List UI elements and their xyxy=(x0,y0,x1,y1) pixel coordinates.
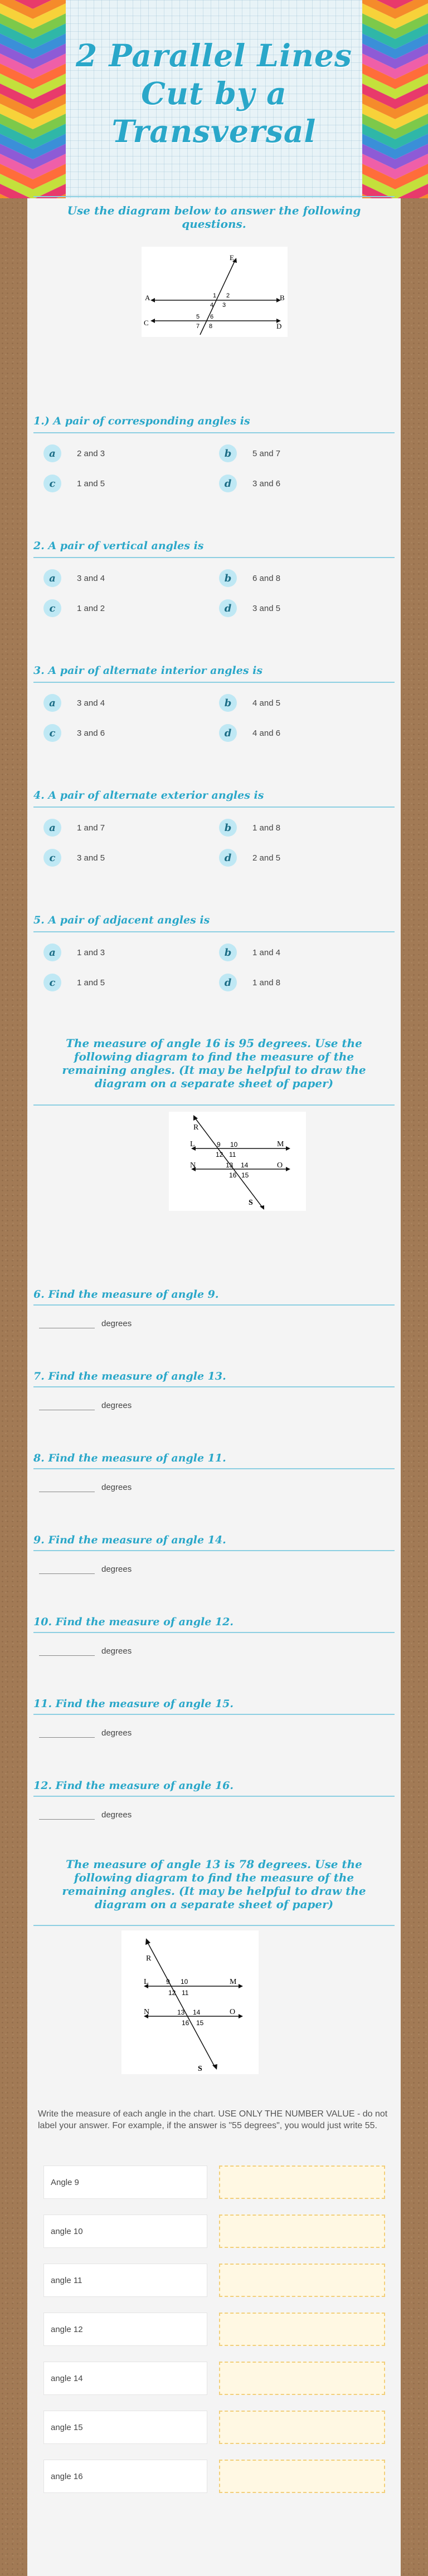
option-letter-badge: d xyxy=(219,599,237,617)
divider xyxy=(33,1714,395,1715)
option-letter-badge: d xyxy=(219,475,237,492)
divider xyxy=(33,1468,395,1469)
chevron-pattern-left xyxy=(0,0,66,198)
chart-row-label: angle 10 xyxy=(43,2215,207,2248)
option-text: 3 and 6 xyxy=(77,728,105,738)
angle-16: 16 xyxy=(182,2019,189,2027)
option-text: 1 and 3 xyxy=(77,947,105,957)
divider xyxy=(33,557,395,558)
answer-option-c[interactable] xyxy=(43,473,105,493)
answer-input-line[interactable] xyxy=(39,1805,95,1820)
answer-input-line[interactable] xyxy=(39,1477,95,1492)
chart-row-label: angle 12 xyxy=(43,2313,207,2346)
label-E: E xyxy=(230,253,234,262)
option-letter-badge: d xyxy=(219,849,237,867)
label-S: S xyxy=(198,2065,202,2073)
angle-11: 11 xyxy=(229,1151,236,1159)
option-text: 4 and 6 xyxy=(252,728,281,738)
answer-option-b[interactable] xyxy=(219,568,280,588)
answer-input-line[interactable] xyxy=(39,1723,95,1738)
answer-option-a[interactable] xyxy=(43,942,105,962)
angle-1: 1 xyxy=(213,292,217,299)
angle-9: 9 xyxy=(217,1141,221,1148)
option-text: 1 and 4 xyxy=(252,947,281,957)
answer-option-c[interactable] xyxy=(43,848,105,868)
answer-blank xyxy=(39,1723,132,1738)
answer-option-b[interactable] xyxy=(219,693,280,713)
option-letter-badge: c xyxy=(43,724,61,742)
divider xyxy=(33,931,395,932)
answer-option-b[interactable] xyxy=(219,818,280,838)
answer-option-c[interactable] xyxy=(43,723,105,743)
answer-blank xyxy=(39,1641,132,1656)
option-text: 3 and 4 xyxy=(77,573,105,583)
answer-option-d[interactable] xyxy=(219,473,280,493)
chart-row-label: angle 14 xyxy=(43,2362,207,2395)
intro-text: Use the diagram below to answer the following questions. xyxy=(67,204,361,231)
option-letter-badge: c xyxy=(43,599,61,617)
answer-option-b[interactable] xyxy=(219,942,280,962)
divider xyxy=(33,196,395,197)
fill-question-text: 9. Find the measure of angle 14. xyxy=(33,1534,226,1546)
option-text: 1 and 8 xyxy=(252,977,281,988)
option-text: 3 and 4 xyxy=(77,698,105,708)
angle-10: 10 xyxy=(181,1978,188,1986)
label-S: S xyxy=(249,1199,253,1207)
chart-answer-input[interactable] xyxy=(219,2411,385,2444)
angle-11: 11 xyxy=(182,1989,189,1997)
option-letter-badge: b xyxy=(219,694,237,712)
chart-answer-input[interactable] xyxy=(219,2166,385,2199)
option-letter-badge: a xyxy=(43,819,61,837)
answer-option-a[interactable] xyxy=(43,568,105,588)
option-letter-badge: b xyxy=(219,569,237,587)
answer-input-line[interactable] xyxy=(39,1641,95,1656)
chart-answer-input[interactable] xyxy=(219,2215,385,2248)
diagram-parallel-lines-1 xyxy=(142,247,288,337)
angle-12: 12 xyxy=(216,1151,223,1159)
answer-input-line[interactable] xyxy=(39,1313,95,1328)
label-R: R xyxy=(193,1123,199,1132)
option-letter-badge: d xyxy=(219,974,237,991)
divider xyxy=(33,1925,395,1926)
option-text: 1 and 2 xyxy=(77,603,105,613)
angle-12: 12 xyxy=(168,1989,176,1997)
label-N: N xyxy=(190,1161,196,1170)
fill-question-text: 12. Find the measure of angle 16. xyxy=(33,1780,234,1792)
answer-input-line[interactable] xyxy=(39,1395,95,1410)
question-text: 2. A pair of vertical angles is xyxy=(33,540,204,552)
chart-row-label: Angle 9 xyxy=(43,2166,207,2199)
label-C: C xyxy=(144,319,149,327)
chart-instructions: Write the measure of each angle in the chart. USE ONLY THE NUMBER VALUE - do not label your answer. For example, if the answer is "55 degrees", you would just write 55. xyxy=(38,2109,388,2130)
question-text: 5. A pair of adjacent angles is xyxy=(33,914,210,926)
section3-heading: The measure of angle 13 is 78 degrees. Use the following diagram to find the measure of the remaining angles. (It may be helpful to draw the diagram on a separate sheet of paper) xyxy=(62,1858,366,1911)
label-N: N xyxy=(144,2008,150,2016)
option-letter-badge: a xyxy=(43,569,61,587)
angle-2: 2 xyxy=(226,292,230,299)
option-letter-badge: c xyxy=(43,849,61,867)
option-text: 1 and 5 xyxy=(77,977,105,988)
unit-label: degrees xyxy=(101,1646,132,1656)
angle-15: 15 xyxy=(241,1171,249,1179)
option-text: 2 and 3 xyxy=(77,448,105,458)
answer-option-c[interactable] xyxy=(43,972,105,993)
divider xyxy=(33,1304,395,1306)
fill-question-text: 8. Find the measure of angle 11. xyxy=(33,1452,226,1464)
option-letter-badge: c xyxy=(43,974,61,991)
answer-option-a[interactable] xyxy=(43,818,105,838)
option-text: 6 and 8 xyxy=(252,573,281,583)
question-text: 3. A pair of alternate interior angles is xyxy=(33,664,263,677)
unit-label: degrees xyxy=(101,1483,132,1492)
angle-15: 15 xyxy=(196,2019,204,2027)
divider xyxy=(33,1386,395,1387)
angle-14: 14 xyxy=(193,2008,201,2016)
diagram-parallel-lines-3 xyxy=(121,1930,259,2074)
header-banner xyxy=(0,0,428,198)
angle-5: 5 xyxy=(196,314,200,320)
answer-input-line[interactable] xyxy=(39,1559,95,1574)
answer-option-d[interactable] xyxy=(219,598,280,618)
label-A: A xyxy=(145,294,150,302)
answer-option-d[interactable] xyxy=(219,723,280,743)
option-letter-badge: d xyxy=(219,724,237,742)
chart-answer-input[interactable] xyxy=(219,2313,385,2346)
option-text: 3 and 5 xyxy=(252,603,281,613)
label-M: M xyxy=(277,1140,284,1148)
answer-option-d[interactable] xyxy=(219,972,280,993)
answer-option-d[interactable] xyxy=(219,848,280,868)
label-R: R xyxy=(146,1954,152,1963)
fill-question-text: 11. Find the measure of angle 15. xyxy=(33,1698,234,1710)
angle-3: 3 xyxy=(222,302,226,309)
option-text: 1 and 7 xyxy=(77,823,105,833)
answer-option-c[interactable] xyxy=(43,598,105,618)
angle-16: 16 xyxy=(229,1171,237,1179)
divider xyxy=(33,1550,395,1551)
angle-14: 14 xyxy=(241,1161,249,1169)
answer-blank xyxy=(39,1395,132,1410)
option-text: 3 and 5 xyxy=(77,853,105,863)
fill-question-text: 10. Find the measure of angle 12. xyxy=(33,1616,234,1628)
option-letter-badge: b xyxy=(219,444,237,462)
chart-row-label: angle 16 xyxy=(43,2460,207,2493)
option-text: 5 and 7 xyxy=(252,448,281,458)
answer-option-b[interactable] xyxy=(219,443,280,463)
label-O: O xyxy=(230,2008,236,2016)
diagram-parallel-lines-2 xyxy=(169,1112,306,1211)
label-B: B xyxy=(280,294,285,302)
question-text: 4. A pair of alternate exterior angles is xyxy=(33,789,264,801)
divider xyxy=(33,1104,395,1106)
option-text: 1 and 8 xyxy=(252,823,281,833)
unit-label: degrees xyxy=(101,1401,132,1410)
divider xyxy=(33,432,395,433)
chart-answer-input[interactable] xyxy=(219,2362,385,2395)
label-D: D xyxy=(276,322,282,330)
angle-6: 6 xyxy=(210,314,214,320)
option-letter-badge: c xyxy=(43,475,61,492)
option-letter-badge: b xyxy=(219,819,237,837)
option-text: 4 and 5 xyxy=(252,698,281,708)
section2-heading: The measure of angle 16 is 95 degrees. Use the following diagram to find the measure of the remaining angles. (It may be helpful to draw the diagram on a separate sheet of paper) xyxy=(62,1037,366,1090)
chart-row-label: angle 15 xyxy=(43,2411,207,2444)
angle-8: 8 xyxy=(209,323,213,330)
angle-13: 13 xyxy=(177,2008,185,2016)
label-O: O xyxy=(277,1161,283,1170)
divider xyxy=(33,806,395,808)
angle-13: 13 xyxy=(226,1161,234,1169)
chart-answer-input[interactable] xyxy=(219,2460,385,2493)
fill-question-text: 7. Find the measure of angle 13. xyxy=(33,1370,226,1382)
label-L: L xyxy=(190,1140,195,1148)
option-text: 3 and 6 xyxy=(252,478,281,488)
divider xyxy=(33,682,395,683)
option-text: 1 and 5 xyxy=(77,478,105,488)
angle-4: 4 xyxy=(210,302,214,309)
answer-blank xyxy=(39,1477,132,1492)
chart-answer-input[interactable] xyxy=(219,2264,385,2297)
answer-blank xyxy=(39,1805,132,1820)
answer-blank xyxy=(39,1313,132,1328)
question-text: 1.) A pair of corresponding angles is xyxy=(33,415,250,427)
option-letter-badge: a xyxy=(43,444,61,462)
option-text: 2 and 5 xyxy=(252,853,281,863)
angle-9: 9 xyxy=(166,1978,170,1986)
divider xyxy=(33,1632,395,1633)
answer-option-a[interactable] xyxy=(43,693,105,713)
unit-label: degrees xyxy=(101,1728,132,1738)
answer-blank xyxy=(39,1559,132,1574)
angle-10: 10 xyxy=(230,1141,238,1148)
unit-label: degrees xyxy=(101,1565,132,1574)
option-letter-badge: a xyxy=(43,944,61,961)
option-letter-badge: a xyxy=(43,694,61,712)
option-letter-badge: b xyxy=(219,944,237,961)
label-M: M xyxy=(230,1978,237,1986)
chart-row-label: angle 11 xyxy=(43,2264,207,2297)
label-L: L xyxy=(144,1978,149,1986)
angle-7: 7 xyxy=(196,323,200,330)
answer-option-a[interactable] xyxy=(43,443,105,463)
page-title: 2 Parallel Lines Cut by a Transversal xyxy=(76,37,352,149)
fill-question-text: 6. Find the measure of angle 9. xyxy=(33,1288,219,1301)
chevron-pattern-right xyxy=(362,0,428,198)
divider xyxy=(33,1796,395,1797)
unit-label: degrees xyxy=(101,1319,132,1328)
unit-label: degrees xyxy=(101,1810,132,1820)
